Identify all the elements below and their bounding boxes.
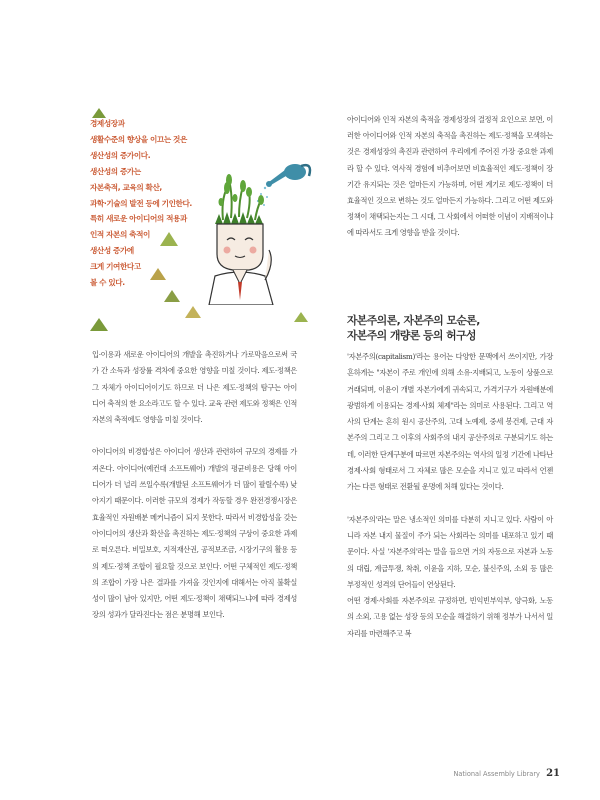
pull-quote-line: 생활수준의 향상을 이끄는 것은 — [90, 134, 187, 144]
man-watering-plants-illustration — [195, 150, 330, 305]
left-column-text — [92, 347, 297, 624]
section-heading-line: 자본주의론, 자본주의 모순론, — [347, 314, 480, 327]
decorative-triangle — [185, 306, 201, 318]
right-column-bottom-text — [347, 349, 553, 642]
paragraph: '자본주의(capitalism)'라는 용어는 다양한 문맥에서 쓰이지만, 가장 흔하게는 "자본이 주로 개인에 의해 소유·지배되고, 노동이 상품으로 거래되며, 이윤이 개별 자본가에게 귀속되고, 가격기구가 자원배분에 광범하게 이용되는 경제·사회 체제"라는 의미로 사용된다. 그리고 역사의 단계는 흔히 원시 공산주의, 고대 노예제, 중세 봉건제, 근대 자본주의 그리고 그 이후의 사회주의 내지 공산주의로 구분되기도 하는데, 이러한 단계구분에 따르면 자본주의는 역사의 일정 기간에 나타난 경제·사회 형태로서 그 자체로 많은 모순을 지니고 있고 따라서 언젠가는 다른 형태로 전환될 운명에 처해 있다는 것이다. — [347, 352, 553, 492]
pull-quote-line: 과학·기술의 발전 등에 기인한다. — [90, 198, 192, 208]
page-footer — [453, 768, 560, 779]
pull-quote-line: 생산성의 증가이다. — [90, 150, 151, 160]
decorative-triangle — [92, 108, 106, 118]
pull-quote-line: 생산성의 증가는 — [90, 166, 141, 176]
right-column-top-text — [347, 112, 553, 242]
pull-quote-line: 특히 새로운 아이디어의 적용과 — [90, 214, 187, 224]
pull-quote-line: 생산성 증가에 — [90, 246, 134, 256]
paragraph: 입·이용과 새로운 아이디어의 개발을 촉진하거나 가로막음으로써 국가 간 소득과 성장률 격차에 중요한 영향을 미칠 것이다. 제도·정책은 그 자체가 아이디어이기도 하므로 더 나은 제도·정책의 탐구는 아이디어 축적의 한 요소라고도 할 수 있다. 교육 관련 제도와 정책은 인적 자본의 축적에도 영향을 미칠 것이다. — [92, 350, 297, 425]
section-heading — [347, 314, 557, 343]
decorative-triangle — [150, 268, 166, 280]
pull-quote-line: 크게 기여한다고 — [90, 262, 141, 272]
decorative-triangle — [164, 290, 180, 302]
pull-quote-line: 볼 수 있다. — [90, 278, 125, 288]
page-number: 21 — [546, 768, 560, 779]
paragraph: 아이디어의 비경합성은 아이디어 생산과 관련하여 규모의 경제를 가져온다. 아이디어(예컨대 소프트웨어) 개발의 평균비용은 당해 아이디어가 더 널리 쓰일수록(개발된 소프트웨어가 더 많이 팔릴수록) 낮아지기 때문이다. 이러한 규모의 경제가 작동할 경우 완전경쟁시장은 효율적인 자원배분 메커니즘이 되지 못한다. 따라서 비경합성을 갖는 아이디어의 생산과 확산을 촉진하는 제도·정책의 구상이 중요한 과제로 떠오른다. 비밀보호, 지적재산권, 공적보조금, 시장기구의 활용 등의 제도·정책 조합이 필요할 것으로 보인다. 어떤 구체적인 제도·정책의 조합이 가장 나은 결과를 가져올 것인지에 대해서는 아직 불확실성이 많이 남아 있지만, 어떤 제도·정책이 채택되느냐에 따라 경제성장의 성과가 달라진다는 점은 분명해 보인다. — [92, 447, 297, 620]
pull-quote-line: 자본축적, 교육의 확산, — [90, 182, 162, 192]
section-heading-line: 자본주의 개량론 등의 허구성 — [347, 328, 476, 342]
publication-name: National Assembly Library — [453, 770, 540, 778]
paragraph: 어떤 경제·사회를 자본주의로 규정하면, 빈익빈부익부, 양극화, 노동의 소외, 고용 없는 성장 등의 모순을 해결하기 위해 정부가 나서서 일자리를 마련해주고 복 — [347, 596, 553, 638]
decorative-triangle — [160, 232, 178, 246]
decorative-triangle — [294, 312, 308, 322]
decorative-triangle — [90, 318, 108, 331]
paragraph: 아이디어와 인적 자본의 축적을 경제성장의 결정적 요인으로 보면, 이러한 아이디어와 인적 자본의 축적을 촉진하는 제도·정책을 모색하는 것은 경제성장의 촉진과 관련하여 우리에게 주어진 가장 중요한 과제라 할 수 있다. 역사적 경험에 비추어보면 비효율적인 제도·정책이 장기간 유지되는 것은 얼마든지 가능하며, 어떤 계기로 제도·정책이 더 효율적인 것으로 변하는 것도 얼마든지 가능하다. 그리고 어떤 제도와 정책이 채택되는지는 그 시대, 그 사회에서 어떠한 이념이 지배적이냐에 따라서도 크게 영향을 받을 것이다. — [347, 115, 553, 238]
pull-quote-line: 인적 자본의 축적이 — [90, 230, 150, 240]
pull-quote-line: 경제성장과 — [90, 119, 125, 128]
paragraph: '자본주의'라는 말은 냉소적인 의미를 다분히 지니고 있다. 사람이 아니라 자본 내지 물질이 주가 되는 사회라는 의미를 내포하고 있기 때문이다. 사실 '자본주의'라는 말을 들으면 거의 자동으로 자본과 노동의 대립, 계급투쟁, 착취, 이윤을 지하, 모순, 불신주의, 소외 등 많은 부정적인 성격의 단어들이 연상된다. — [347, 514, 553, 589]
